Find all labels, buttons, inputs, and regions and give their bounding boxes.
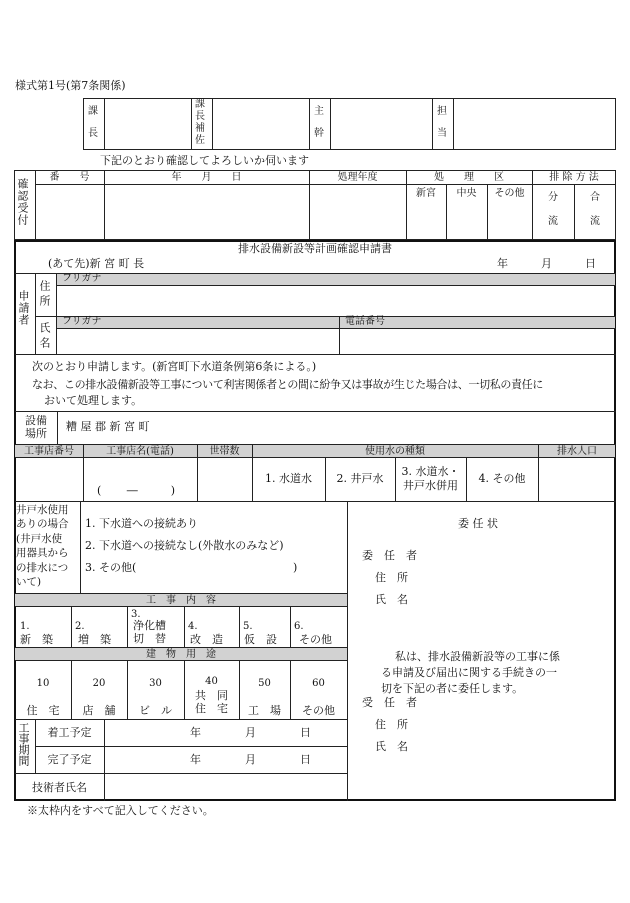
building-item-4-label[interactable]: 共 同 住 宅 bbox=[195, 689, 228, 715]
delegate-name-label: 氏 名 bbox=[375, 740, 408, 753]
receipt-number-field[interactable] bbox=[36, 185, 103, 239]
work-item-3-num: 3. bbox=[131, 609, 141, 620]
intro-note: 下記のとおり確認してよろしいか伺います bbox=[100, 154, 309, 167]
work-item-1-num: 1. bbox=[20, 621, 30, 632]
delegator-label: 委 任 者 bbox=[362, 549, 417, 562]
period-start-date[interactable]: 年 月 日 bbox=[190, 726, 311, 739]
receipt-col-date: 年 月 日 bbox=[171, 172, 242, 183]
period-start-label: 着工予定 bbox=[47, 726, 92, 739]
households-field[interactable] bbox=[198, 458, 251, 500]
delegator-address-label: 住 所 bbox=[375, 571, 408, 584]
approval-kacho-hosa-stamp[interactable] bbox=[213, 99, 308, 149]
work-item-4-label[interactable]: 改 造 bbox=[190, 633, 223, 646]
delegator-name-label: 氏 名 bbox=[375, 593, 408, 606]
contractor-col-drain-count: 排水人口 bbox=[557, 446, 597, 457]
delegation-text-content: 私は、排水設備新設等の工事に係 る申請及び届出に関する手続きの一 切を下記の者に委任します。 bbox=[381, 649, 560, 695]
district-opt-shingu[interactable]: 新宮 bbox=[416, 188, 436, 199]
address-furigana-label: フリガナ bbox=[62, 273, 102, 284]
building-item-1-label[interactable]: 住 宅 bbox=[26, 704, 60, 717]
work-item-2-num: 2. bbox=[75, 621, 85, 632]
application-date[interactable]: 年 月 日 bbox=[497, 257, 596, 270]
well-label: 井戸水使用 ありの場合 (井戸水使 用器具から の排水につ いて) bbox=[16, 504, 69, 588]
work-item-5-label[interactable]: 仮 設 bbox=[244, 633, 277, 646]
building-item-6-code: 60 bbox=[312, 678, 325, 689]
building-item-4-code: 40 bbox=[205, 676, 218, 687]
approval-kacho-stamp[interactable] bbox=[105, 99, 190, 149]
footnote: ※太枠内をすべて記入してください。 bbox=[27, 804, 214, 817]
statement-2a: なお、この排水設備新設等工事について利害関係者との間に紛争又は事故が生じた場合は、一切私の責任に bbox=[32, 378, 543, 391]
name-furigana-label: フリガナ bbox=[62, 316, 102, 327]
receipt-col-district: 処 理 区 bbox=[434, 172, 504, 183]
building-item-3-code: 30 bbox=[149, 678, 162, 689]
well-opt-3-close: ) bbox=[293, 561, 298, 574]
building-item-6-label[interactable]: その他 bbox=[302, 704, 335, 717]
work-item-4-num: 4. bbox=[188, 621, 198, 632]
building-item-1-code: 10 bbox=[36, 678, 50, 689]
location-value[interactable]: 糟 屋 郡 新 宮 町 bbox=[66, 420, 150, 433]
work-item-5-num: 5. bbox=[243, 621, 253, 632]
district-opt-other[interactable]: その他 bbox=[494, 188, 525, 199]
building-item-5-code: 50 bbox=[258, 678, 271, 689]
receipt-col-fiscal-year: 処理年度 bbox=[337, 172, 378, 183]
contractor-phone-paren[interactable]: ( ― ) bbox=[97, 484, 176, 497]
contractor-col-number: 工事店番号 bbox=[24, 446, 74, 457]
building-item-2-code: 20 bbox=[92, 678, 106, 689]
method-combined[interactable]: 合 流 bbox=[590, 192, 600, 227]
address-label: 住所 bbox=[38, 280, 51, 310]
delegate-address-label: 住 所 bbox=[375, 718, 408, 731]
work-item-3-label[interactable]: 浄化槽 切 替 bbox=[133, 619, 166, 645]
period-end-date[interactable]: 年 月 日 bbox=[190, 753, 311, 766]
building-title: 建 物 用 途 bbox=[146, 649, 216, 660]
well-opt-3[interactable]: 3. その他( bbox=[85, 561, 137, 574]
addressee: (あて先)新 宮 町 長 bbox=[48, 257, 145, 270]
work-item-6-num: 6. bbox=[294, 621, 304, 632]
work-item-2-label[interactable]: 増 築 bbox=[78, 633, 111, 646]
location-label: 設備 場所 bbox=[25, 414, 47, 441]
contractor-col-water-type: 使用水の種類 bbox=[365, 446, 425, 457]
engineer-label: 技術者氏名 bbox=[32, 781, 87, 794]
approval-kacho-hosa: 課 長 補 佐 bbox=[195, 99, 205, 146]
drain-count-field[interactable] bbox=[539, 458, 615, 500]
application-title: 排水設備新設等計画確認申請書 bbox=[238, 242, 392, 255]
district-opt-chuo[interactable]: 中央 bbox=[456, 188, 477, 199]
water-opt-well[interactable]: 2. 井戸水 bbox=[336, 472, 384, 485]
receipt-col-method: 排 除 方 法 bbox=[549, 172, 599, 183]
water-opt-tap[interactable]: 1. 水道水 bbox=[265, 472, 312, 485]
contractor-col-households: 世帯数 bbox=[209, 446, 240, 457]
period-label: 工事期間 bbox=[17, 722, 30, 766]
work-item-1-label[interactable]: 新 築 bbox=[20, 633, 53, 646]
address-field[interactable] bbox=[57, 286, 615, 315]
work-item-6-label[interactable]: その他 bbox=[299, 633, 332, 646]
period-end-label: 完了予定 bbox=[47, 753, 92, 766]
name-label: 氏名 bbox=[38, 322, 51, 352]
approval-tanto-stamp[interactable] bbox=[454, 99, 615, 149]
delegate-label: 受 任 者 bbox=[362, 696, 417, 709]
receipt-fiscal-year-field[interactable] bbox=[310, 185, 405, 239]
building-item-3-label[interactable]: ビ ル bbox=[139, 704, 172, 717]
approval-shukan: 主 幹 bbox=[314, 106, 324, 139]
receipt-date-field[interactable] bbox=[105, 185, 308, 239]
statement-1: 次のとおり申請します。(新宮町下水道条例第6条による。) bbox=[32, 360, 317, 373]
well-opt-2[interactable]: 2. 下水道への接続なし(外散水のみなど) bbox=[85, 539, 284, 552]
receipt-col-number: 番 号 bbox=[49, 172, 90, 183]
water-opt-both[interactable]: 3. 水道水・ 井戸水併用 bbox=[401, 465, 460, 492]
approval-tanto: 担 当 bbox=[437, 106, 447, 139]
phone-field[interactable] bbox=[340, 329, 615, 353]
well-opt-1[interactable]: 1. 下水道への接続あり bbox=[85, 517, 198, 530]
phone-label: 電話番号 bbox=[345, 316, 385, 327]
water-opt-other[interactable]: 4. その他 bbox=[478, 472, 526, 485]
approval-kacho: 課 長 bbox=[88, 106, 98, 139]
receipt-side-label: 確認受付 bbox=[16, 178, 29, 226]
contractor-col-name: 工事店名(電話) bbox=[106, 446, 174, 457]
engineer-field[interactable] bbox=[105, 774, 346, 800]
applicant-label: 申請者 bbox=[17, 290, 30, 326]
delegation-title: 委 任 状 bbox=[458, 517, 498, 530]
method-split[interactable]: 分 流 bbox=[548, 192, 558, 227]
name-field[interactable] bbox=[57, 329, 338, 353]
statement-2b: おいて処理します。 bbox=[44, 394, 143, 407]
building-item-2-label[interactable]: 店 舗 bbox=[82, 704, 116, 717]
form-number: 様式第1号(第7条関係) bbox=[15, 79, 126, 92]
contractor-number-field[interactable] bbox=[16, 458, 82, 500]
approval-shukan-stamp[interactable] bbox=[331, 99, 431, 149]
building-item-5-label[interactable]: 工 場 bbox=[248, 704, 281, 717]
work-title: 工 事 内 容 bbox=[146, 595, 216, 606]
